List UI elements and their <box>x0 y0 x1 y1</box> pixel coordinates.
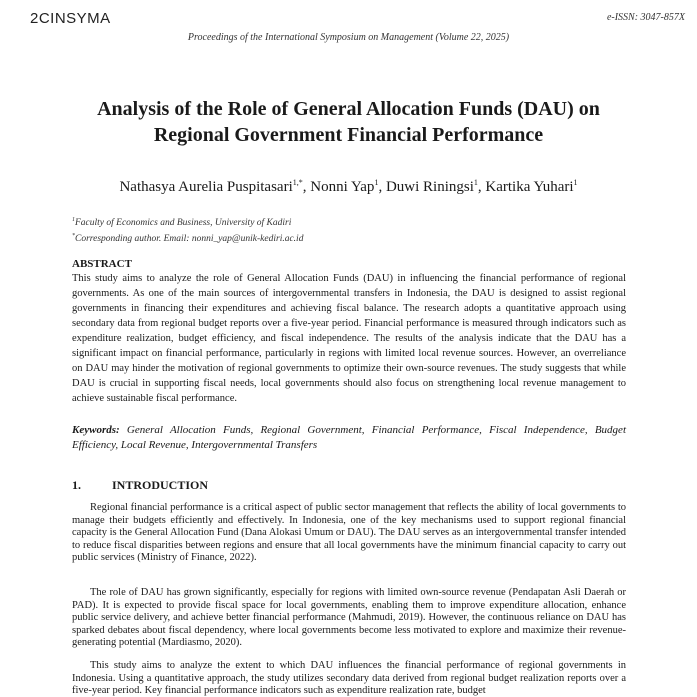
section-number: 1. <box>72 478 81 492</box>
affiliation-line: $^1$Faculty of Economics and Business, University of Kadiri <box>72 217 292 229</box>
body-paragraph: This study aims to analyze the extent to which DAU influences the financial performance of regional governments in Indonesia. Using a quantitative approach, the study utilizes secondary data derived from regional budget realization reports over a five-year period. Key financial performance indicators such as expenditure realization rate, budget <box>72 660 626 697</box>
author-name: Nathasya Aurelia Puspitasari <box>119 179 293 195</box>
corresponding-author-line: *Corresponding author. Email: nonni_yap@unik-kediri.ac.id <box>72 233 304 245</box>
keywords <box>72 423 626 453</box>
abstract-heading: ABSTRACT <box>72 258 132 270</box>
author-affiliation-mark: 1 <box>573 178 578 187</box>
proceedings-header: Proceedings of the International Symposium on Management (Volume 22, 2025) <box>187 32 510 43</box>
keywords-list: General Allocation Funds, Regional Government, Financial Performance, Fiscal Independence, Budget Efficiency, Local Revenue, Intergovernmental Transfers <box>72 424 627 451</box>
body-paragraph: Regional financial performance is a critical aspect of public sector management that reflects the ability of local governments to manage their budgets efficiently and effectively. In Indonesia, one of the key mechanisms used to support regional financial capacity is the General Allocation Fund (Dana Alokasi Umum or DAU). The DAU serves as an intergovernmental transfer intended to reduce fiscal disparities between regions and ensure that all local governments have the minimum financial capacity to carry out public services (Ministry of Finance, 2022). <box>72 502 626 564</box>
author-list: Nathasya Aurelia Puspitasari$^{1,*}$, Nonni Yap$^1$, Duwi Riningsi$^1$, Kartika Yuhari$^1$ <box>119 178 578 195</box>
section-heading <box>72 478 208 493</box>
author-name: Kartika Yuhari <box>485 179 574 195</box>
keywords-label: Keywords: <box>72 424 120 436</box>
conference-logo: 2CINSYMA <box>30 10 111 27</box>
author-affiliation-mark: 1 <box>473 178 478 187</box>
issn-label: e-ISSN: 3047-857X <box>606 12 685 23</box>
author-name: Duwi Riningsi <box>385 179 474 195</box>
body-paragraph: The role of DAU has grown significantly, especially for regions with limited own-source revenue (Pendapatan Asli Daerah or PAD). It is expected to provide fiscal space for local governments, enabling them to improve expenditure allocation, enhance public service delivery, and achieve better financial performance (Mahmudi, 2019). However, the continuous reliance on DAU has sparked debates about fiscal dependency, where local governments become less motivated to explore and maximize their revenue-generating potential (Mardiasmo, 2020). <box>72 587 626 649</box>
affiliations <box>72 214 303 246</box>
author-affiliation-mark: 1 <box>374 178 379 187</box>
author-name: Nonni Yap <box>310 179 375 195</box>
author-affiliation-mark: 1,* <box>292 178 303 187</box>
abstract-text: This study aims to analyze the role of General Allocation Funds (DAU) in influencing the financial performance of regional governments. As one of the main sources of intergovernmental transfers in Indonesia, the DAU is designed to assist regional governments in financing their expenditures and achieving fiscal balance. The research adopts a quantitative approach using secondary data from regional budget reports over a five-year period. Financial performance is measured through indicators such as expenditure realization, budget efficiency, and fiscal independence. The results of the analysis indicate that the DAU has a significant impact on financial performance, particularly in regions with limited local revenue sources. However, an overreliance on DAU may hinder the motivation of regional governments to optimize their own-source revenues. The study suggests that while DAU is crucial in supporting fiscal needs, local governments should also focus on strengthening local revenue management to achieve sustainable fiscal performance. <box>72 273 626 404</box>
paper-title: Analysis of the Role of General Allocation Funds (DAU) on Regional Government Financial Performance <box>97 98 600 146</box>
section-title: INTRODUCTION <box>112 478 209 492</box>
